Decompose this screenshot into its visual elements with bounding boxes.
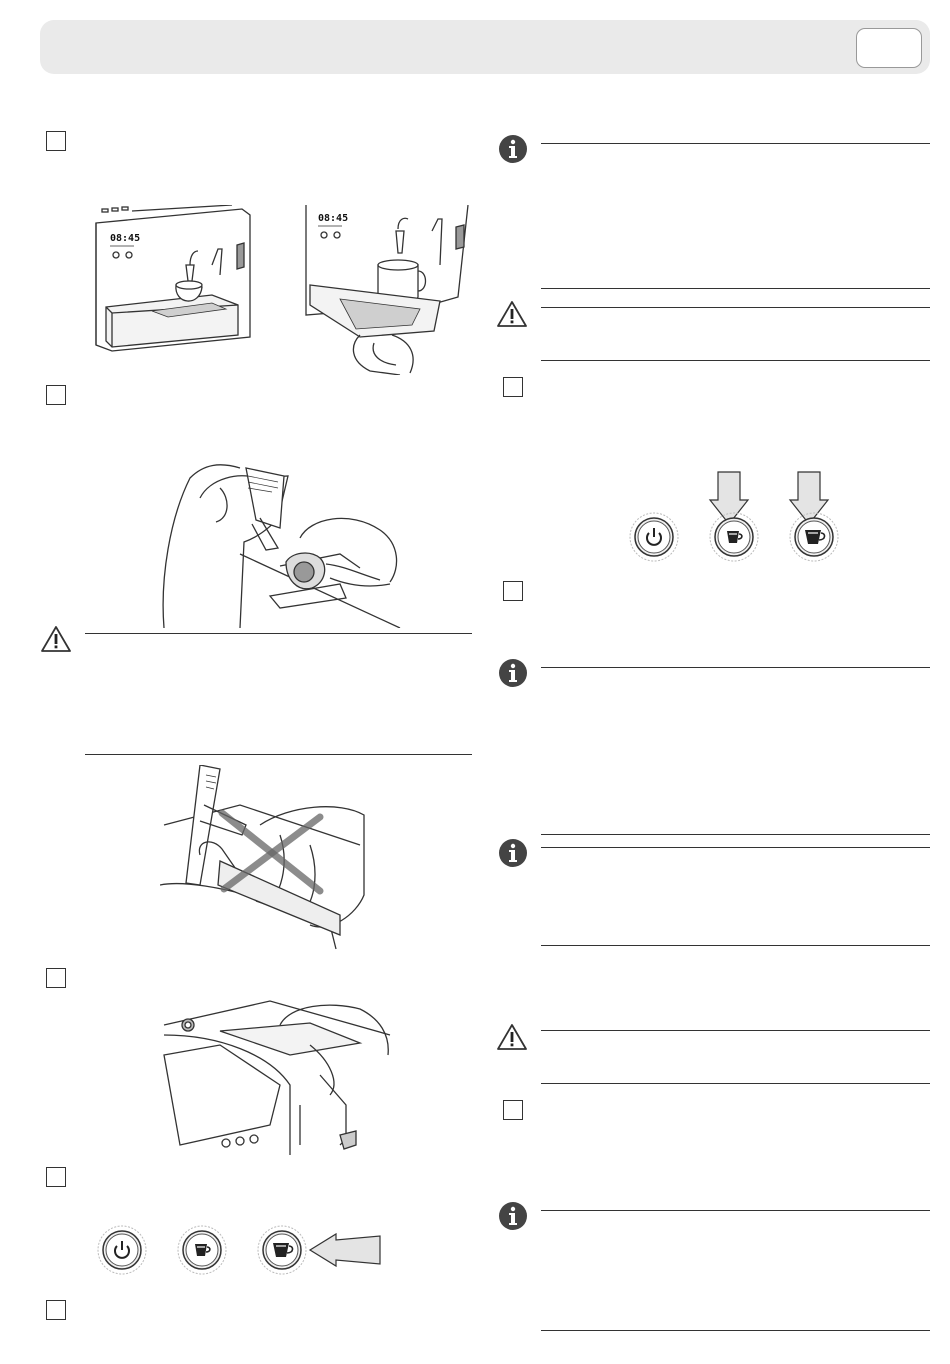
control-panel-buttons	[628, 470, 840, 566]
step-checkbox	[46, 131, 66, 151]
large-coffee-button[interactable]	[790, 513, 838, 561]
warning-bottom-rule	[85, 754, 472, 755]
espresso-button[interactable]	[710, 513, 758, 561]
figure-machine-mug-drip-tray	[300, 205, 472, 375]
page-number-box	[856, 28, 922, 68]
down-pointing-arrow	[790, 472, 828, 524]
note-bottom-rule	[541, 945, 930, 946]
warning-top-rule	[541, 307, 930, 308]
warning-icon	[496, 300, 528, 328]
note-top-rule	[541, 667, 930, 668]
info-icon	[498, 1201, 528, 1231]
step-checkbox	[503, 581, 523, 601]
warning-bottom-rule	[541, 360, 930, 361]
step-checkbox	[46, 1167, 66, 1187]
power-button[interactable]	[98, 1226, 146, 1274]
clock-display: 08:45	[110, 233, 141, 244]
power-button[interactable]	[630, 513, 678, 561]
note-top-rule	[541, 1210, 930, 1211]
note-top-rule	[541, 143, 930, 144]
note-bottom-rule	[541, 834, 930, 835]
figure-hands-capsule	[160, 458, 410, 628]
figure-closing-lid	[160, 995, 392, 1155]
control-panel-buttons	[96, 1222, 386, 1280]
warning-icon	[40, 625, 72, 653]
warning-icon	[496, 1023, 528, 1051]
step-checkbox	[46, 1300, 66, 1320]
step-checkbox	[46, 968, 66, 988]
warning-bottom-rule	[541, 1083, 930, 1084]
down-pointing-arrow	[710, 472, 748, 524]
info-icon	[498, 838, 528, 868]
step-checkbox	[46, 385, 66, 405]
clock-display: 08:45	[318, 213, 349, 224]
espresso-button[interactable]	[178, 1226, 226, 1274]
large-coffee-button[interactable]	[258, 1226, 306, 1274]
note-top-rule	[541, 847, 930, 848]
note-bottom-rule	[541, 288, 930, 289]
note-bottom-rule	[541, 1330, 930, 1331]
info-icon	[498, 658, 528, 688]
page-header-bar	[40, 20, 930, 74]
left-pointing-arrow	[310, 1234, 380, 1266]
figure-machine-small-cup	[92, 205, 262, 353]
warning-top-rule	[541, 1030, 930, 1031]
step-checkbox	[503, 377, 523, 397]
step-checkbox	[503, 1100, 523, 1120]
figure-incorrect-handling	[160, 765, 370, 950]
warning-top-rule	[85, 633, 472, 634]
info-icon	[498, 134, 528, 164]
